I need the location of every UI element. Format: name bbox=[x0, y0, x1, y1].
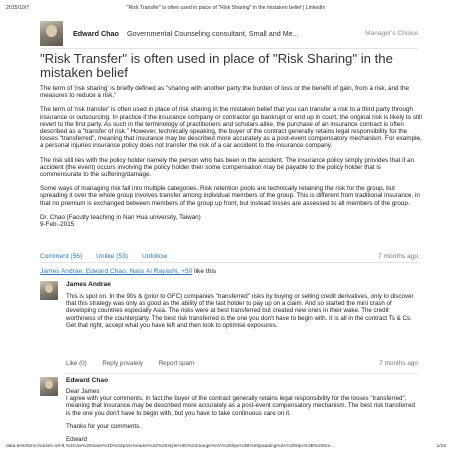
comment-timestamp: 7 months ago bbox=[379, 360, 418, 367]
author-name[interactable]: Edward Chao bbox=[73, 28, 119, 38]
article-timestamp: 7 months ago bbox=[378, 253, 418, 260]
unfollow-link[interactable]: Unfollow bbox=[142, 253, 168, 260]
article-actions bbox=[40, 251, 418, 263]
likers-suffix: like this bbox=[192, 268, 217, 275]
likers-names-link[interactable]: James Andrae, Edward Chao, Nass Al Rayashi, +50 bbox=[40, 268, 193, 275]
article-paragraph: The risk still lies with the policy holder namely the person who has been in the accident. The insurance policy simply provides that if an accident (the event) occurs involving the policy holder then some compensation may be payable to the policy holder that is commensurate to the suffering/damage. bbox=[40, 156, 415, 179]
print-page-number: 1/15 bbox=[436, 443, 446, 449]
article-paragraph: The term of 'risk transfer' is often used in place of risk sharing in the mistaken belief that you can transfer a risk to a third party through insurance or outsourcing. In practice if the insurance company or contractor go bankrupt or end up in court, the original risk is likely to still revert to the first party. As such in the terminology of practitioners and scholars alike, the purchase of an insurance contract is often described as a "transfer of risk." However, technically speaking, the buyer of the contract generally retains legal responsibility for the losses "transferred", meaning that insurance may be described more accurately as a post-event compensatory mechanism. For example, a personal injuries insurance policy does not transfer the risk of a car accident to the insurance company. bbox=[40, 106, 422, 150]
comment-report-link[interactable]: Report spam bbox=[158, 360, 195, 367]
signature-date: 9-Feb.-2015 bbox=[40, 221, 75, 229]
commenter-avatar[interactable] bbox=[40, 377, 58, 396]
comment-body bbox=[66, 388, 418, 449]
signature-name: Dr. Chao (Faculty teaching in Nan Hua university, Taiwan) bbox=[40, 213, 201, 221]
author-headline: Governmental Counseling consultant, Small and Me... bbox=[126, 28, 299, 38]
article-title: "Risk Transfer" is often used in place of "Risk Sharing" in the mistaken belief bbox=[40, 51, 393, 80]
comment-text: Dear James bbox=[66, 388, 100, 395]
author-avatar[interactable] bbox=[40, 21, 63, 46]
comment-actions bbox=[66, 360, 208, 367]
print-title: "Risk Transfer" is often used in place of "Risk Sharing" in the mistaken belief | LinkedIn bbox=[126, 4, 326, 11]
author-bar bbox=[40, 18, 418, 49]
print-date: 2015/10/7 bbox=[6, 4, 30, 11]
article-body bbox=[40, 52, 422, 235]
managers-choice-badge: Manager's Choice bbox=[365, 29, 418, 37]
likers-line bbox=[40, 268, 418, 275]
comment-item bbox=[40, 377, 418, 444]
print-url: data:text/html;charset=utf-8,%3Cdiv%20class%3D%22post-header%22%20style%3D%22margin%3A%200px%3B%20padding%3A%200px%3B%20bor... bbox=[6, 443, 335, 449]
print-footer bbox=[6, 442, 446, 450]
comment-body bbox=[66, 293, 418, 335]
comment-item bbox=[40, 281, 418, 381]
print-header bbox=[6, 3, 446, 12]
comment-text: Thanks for your comments. bbox=[66, 422, 141, 430]
commenter-name[interactable]: Edward Chao bbox=[66, 377, 109, 384]
article-paragraph: Some ways of managing risk fall into multiple categories. Risk retention pools are technically retaining the risk for the group, but spreading it over the whole group involves transfer among individual members of the group. This is different from traditional insurance, in that no premium is exchanged between members of the group up front, but instead losses are assessed to all members of the group. bbox=[40, 185, 420, 207]
article-signature bbox=[40, 214, 422, 228]
article-paragraph: The term of 'risk sharing' is briefly defined as "sharing with another party the burden of loss or the benefit of gain, from a risk, and the measures to reduce a risk." bbox=[40, 85, 409, 100]
comment-divider bbox=[66, 373, 418, 374]
comment-link[interactable]: Comment (56) bbox=[40, 253, 83, 260]
commenter-avatar[interactable] bbox=[40, 281, 58, 300]
unlike-link[interactable]: Unlike (53) bbox=[96, 253, 129, 260]
commenter-name[interactable]: James Andrae bbox=[66, 281, 111, 288]
comment-text: I agree with your comments. In fact,the buyer of the contract generally retains legal responsibility for the losses "transferred", meaning that insurance may be described more accurately as a post-event compensatory mechanism. The best risk transferred is the one you don't have to begin with, but you have to take continuous care on it. bbox=[66, 395, 415, 417]
comment-text: Edward bbox=[66, 436, 87, 444]
comment-text: This is spot on. In the 90s & (prior to GFC) companies "transferred" risks by buying or selling credit derivatives, only to discover that this strategy was only as good as the ability of the last holder to pay up on a claim. And so started the mini crash of developing countries especially Asia. The risks were at best transferred but created new ones in their wake. The credit worthiness of the counterparty. The best risk transferred is the one you don't have to begin with. It is all in the contract Ts & Cs. Get that right, accept what you have left and then look to optimise exposures. bbox=[66, 293, 414, 329]
comment-like-link[interactable]: Like (0) bbox=[66, 360, 87, 367]
comment-reply-link[interactable]: Reply privately bbox=[102, 360, 143, 367]
